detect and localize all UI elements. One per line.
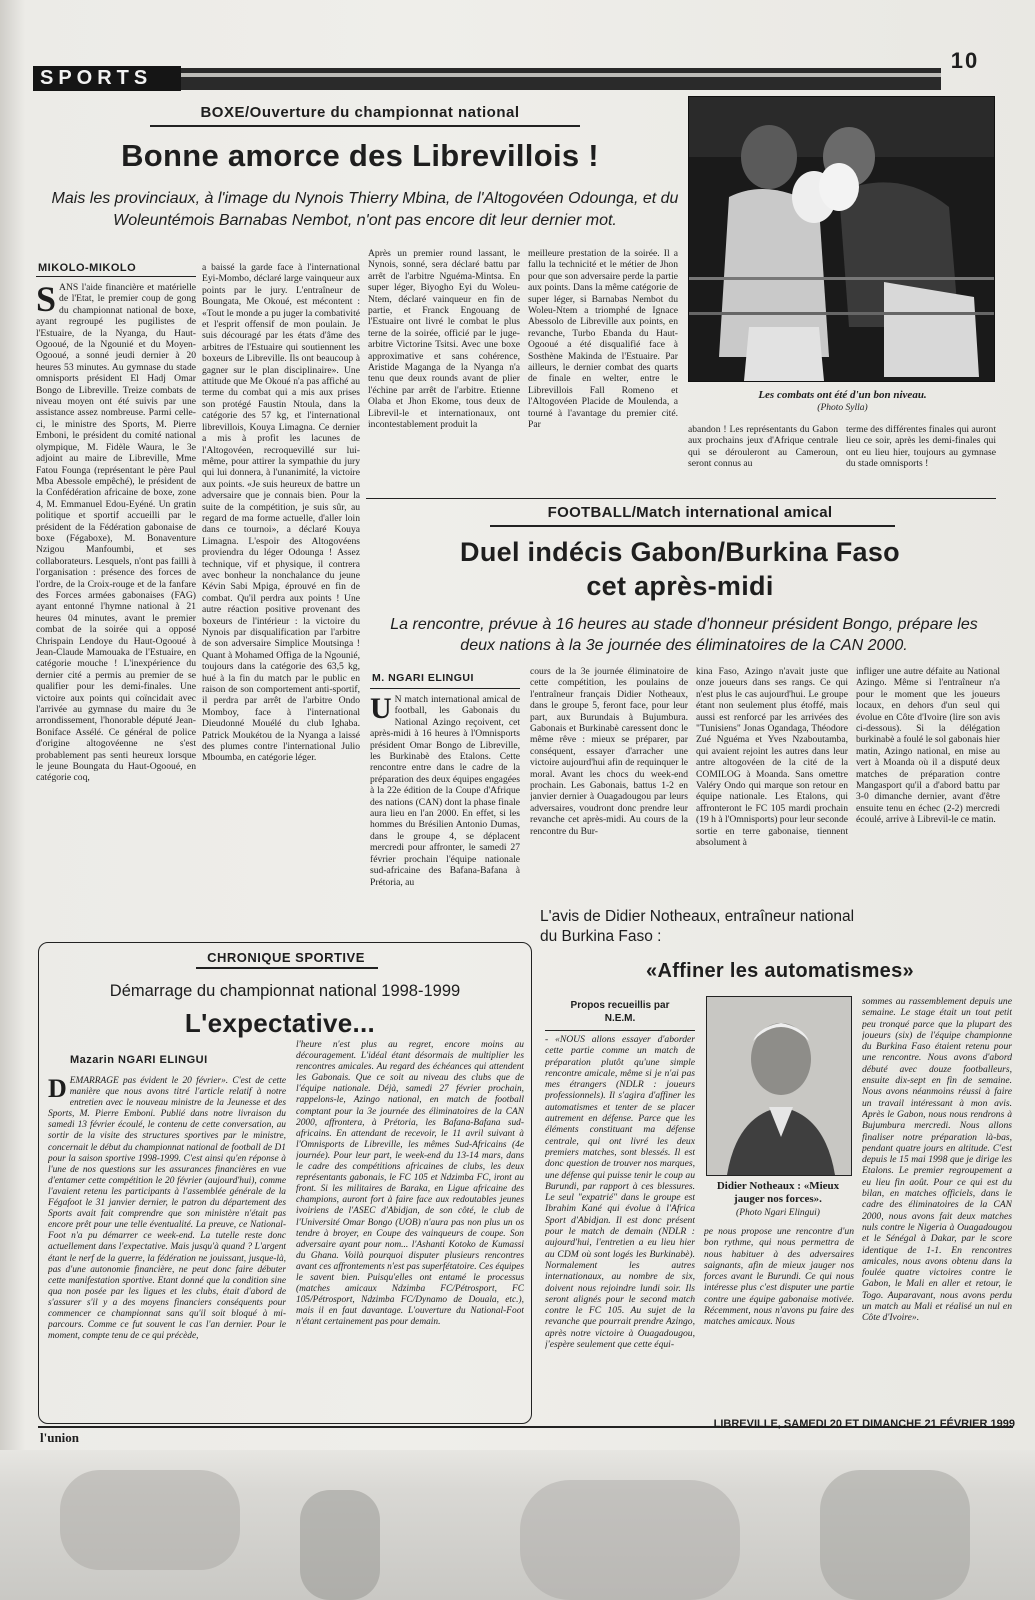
boxe-column-1: SANS l'aide financière et matérielle de l'Etat, le premier coup de gong du championnat national de boxe, ayant regroupé les pugilistes de l'Estuaire, de la Nyanga, du Haut-Ogooué, de la Ngounié et du Moyen-Ogooué, a sonné jeudi dernier à 20 heures 53 minutes. Au gymnase du stade omnisports président El Hadj Omar Bongo de Libreville. Treize combats de niveau moyen ont été suivis par une assistance assez nombreuse. Parmi celle-ci, le ministre des Sports, M. Pierre Emboni, le président du comité national olympique, M. Fidèle Waura, le 3e adjoint au maire de Libreville, Mme Fatou Founga (représentant le père Paul Mba Abessole empêché), le président de la Confédération africaine de boxe, zone 4, M. Emmanuel Edou-Eyéné. Un gratin politique et sportif accueilli par le président de la Fédération gabonaise de boxe (Fégaboxe), M. Bonaventure Nzigou Manfoumbi, et ses collaborateurs. Lesquels, n'ont pas failli à l'organisation : présence des forces de l'ordre, de la Croix-rouge et de la fanfare des Forces armées gabonaises (FAG) ayant entonné l'hymne national à 21 heures 04 minutes, avant le premier combat de la soirée qui a opposé Chrispain Lendoye du Haut-Ogooué à Jean-Claude Mamouaka de l'Estuaire, en catégorie mouche ! L'inexpérience du dernier cité a permis au premier de se qualifier pour les demi-finales. Une victoire aux points qui coïncidait avec l'arrivée au gymnase du maire du 3e arrondissement, l'honorable député Jean-Boniface Assélé. Ce général de police d'origine altogovéenne ne s'est probablement pas senti heureux lorsque le jeune Boungata du Haut-Ogooué, en catégorie coq, [36,282,196,784]
football-kicker: FOOTBALL/Match international amical [547,504,833,521]
section-title: SPORTS [40,67,153,89]
interview-byline-label: Propos recueillis par [570,1000,670,1011]
interview-headline: «Affiner les automatismes» [646,960,914,982]
page-number: 10 [950,48,980,73]
boxe-column-3: Après un premier round lassant, le Nynois, sonné, sera déclaré battu par arrêt de l'arbitre Nguéma-Mintsa. En super léger, Biyogho Eyi du Woleu-Ntem, déclaré vainqueur en fin de partie, et Franck Engouang de l'Estuaire ont livré le combat le plus terne de la soirée, officié par le juge-arbitre Victorine Tsitsi. Avec une boxe approximative et sans cohérence, Aristide Maganga de la Nyanga n'a tenu que deux rounds avant de plier l'échine par arrêt de l'arbitre. Etienne Olaba et Jhon Ekome, tous deux de Librevil-le et internationaux, ont incontestablement produit la [368,248,520,431]
football-byline-rule [370,688,520,689]
chronique-kicker: CHRONIQUE SPORTIVE [207,950,365,965]
boxing-photo-credit: (Photo Sylla) [817,403,868,413]
chronique-kicker-underline [196,967,378,969]
scan-smudge-1 [60,1470,240,1570]
football-column-1: U N match international amical de football, les Gabonais du National Azingo reçoivent, cet après-midi à 16 heures à l'Omnisports président Omar Bongo de Libreville, les Burkinabè des Etalons. Cette rencontre entre dans le cadre de la préparation des deux équipes engagées à la 22e édition de la Coupe d'Afrique des nations (CAN) dont la phase finale aura lieu en l'an 2000. En effet, si les hommes du Brésilien Antonio Dumas, dans le groupe 4, se déplacent mercredi pour affronter, le samedi 27 février prochain l'équipe nationale sud-africaine des Bafana-Bafana à Prétoria, au [370,694,520,888]
football-top-rule [366,498,996,499]
chronique-subhead: Démarrage du championnat national 1998-1999 [109,982,461,1000]
portrait-credit: (Photo Ngari Elingui) [736,1208,820,1218]
interview-byline-rule [545,1030,695,1031]
chronique-byline: Mazarin NGARI ELINGUI [70,1054,208,1066]
boxe-byline: MIKOLO-MIKOLO [38,262,137,274]
scan-smudge-3 [520,1480,740,1600]
boxe-kicker: BOXE/Ouverture du championnat national [200,104,520,121]
boxing-photo-illustration [689,97,994,381]
football-headline-line-2: cet après-midi [586,571,774,601]
footer-paper-name: l'union [40,1430,80,1445]
drop-cap: S [36,282,57,319]
interview-byline-name: N.E.M. [604,1013,636,1024]
drop-cap: U [370,694,392,725]
boxe-column-6: terme des différentes finales qui auront lieu ce soir, après les demi-finales qui ont eu lieu hier, toujours au gymnase du stade omnisports ! [846,424,996,470]
boxe-deck: Mais les provinciaux, à l'image du Nynois Thierry Mbina, de l'Altogovéen Odounga, et du Woleuntémois Barnabas Nembot, n'ont pas encore dit leur dernier mot. [51,190,679,229]
boxe-column-5: abandon ! Les représentants du Gabon aux prochains jeux d'Afrique centrale qui se dérouleront au Cameroun, seront connus au [688,424,838,470]
portrait-illustration [707,997,851,1175]
chronique-column-2: l'heure n'est plus au regret, encore moins au découragement. L'idéal étant désormais de multiplier les rencontres amicales. Au regard des échéances qui attendent les Gabonais. Que ce soit au niveau des clubs que de l'équipe nationale. Déjà, samedi 27 février prochain, rappelons-le, Azingo national, en match de football comptant pour la 3e journée des éliminatoires de la CAN 2000, affrontera, à Prétoria, les Bafana-Bafana sud-africains. En attendant de recevoir, le 11 avril suivant à l'Omnisports de Libreville, les mêmes Sud-Africains (4e journée). Pour leur part, le week-end du 13-14 mars, dans le cadre des compétitions africaines de clubs, les deux représentants gabonais, le FC 105 et Ndzimba FC, iront au front. Si les militaires de Baraka, en Ligue africaine des champions, auront fort à faire face aux redoutables jeunes ivoiriens de l'ASEC d'Abidjan, de son côté, le club de l'Université Omar Bongo (UOB) n'aura pas non plus un os tendre à broyer, en Coupe des vainqueurs de coupe. Son adversaire ayant pour nom... l'Ashanti Kotoko de Kumassi du Ghana. Voilà pourquoi disputer plusieurs rencontres avant ces affrontements n'est pas superfétatoire. Ces équipes le savent bien. Puisqu'elles ont entamé le processus (matches amicaux Ndzimba FC/Pétrosport, FC 105/Pétrosport, Ndzimba FC/Dynamo de Douala, etc.), mais il en faut davantage. L'ouverture du National-Foot n'étant certainement pas pour demain. [296,1040,524,1328]
interview-column-2: pe nous propose une rencontre d'un bon rythme, qui nous permettra de nous habituer à des adversaires saignants, afin de mieux jauger nos forces avant le Burundi. Ce qui nous intéresse plus c'est disputer une partie contre une équipe gabonaise motivée. Récemment, nous n'avons pu faire des matches amicaux. Nous [704,1226,854,1328]
football-column-3: kina Faso, Azingo n'avait juste que onze joueurs dans ses rangs. Ce qui n'est plus le cas aujourd'hui. Le groupe étant non seulement plus étoffé, mais aussi est renforcé par les arrivées des "Tunisiens" Jonas Ogandaga, Théodore Zué Nguéma et Yves Nzaboutamba, qui avaient rejoint les autres dans leur antre altogovéen de la cité de la COMILOG à Moanda. Sans omettre Valéry Ondo qui marque son retour en équipe nationale. Les Etalons, qui affronteront le FC 105 mardi prochain (19 h à l'Omnisports) pour leur seconde sortie en terre gabonaise, tiennent absolument à [696,666,848,849]
football-byline: M. NGARI ELINGUI [372,672,474,684]
byline-rule [36,276,196,277]
masthead-rule [181,68,941,90]
boxe-headline: Bonne amorce des Librevillois ! [121,138,599,173]
boxing-photo [688,96,995,382]
notheaux-portrait [706,996,852,1176]
interview-intro-line-1: L'avis de Didier Notheaux, entraîneur national [540,908,855,925]
interview-column-1: - «NOUS allons essayer d'aborder cette partie comme un match de préparation plutôt qu'une simple rencontre amicale, même si je n'ai pas mes étrangers (NDLR : joueurs professionnels). Il s'agira d'affiner les automatismes et tenter de se placer autrement en défense. Parce que les éléments constituant ma défense centrale, qui ont livré les deux premiers matches, sont blessés. Il est donc question de trouver nos marques, une défense qui puisse tenir le coup au Burundi, par rapport à ces blessures. Le seul "expatrié" dans le groupe est Ibrahim Kané qui évolue à l'Africa Sport d'Abidjan. Il est donc présent pour le match de demain (NDLR : aujourd'hui, l'entretien a eu lieu hier au CDM où sont logés les Burkinabè). Normalement les autres internationaux, au nombre de six, doivent nous rejoindre lundi soir. Ils seront alignés pour le second match contre le FC 105. Au sujet de la revanche que pourrait prendre Azingo, après notre victoire à Ouagadougou, j'espère seulement que cette équi- [545,1034,695,1351]
football-column-2: cours de la 3e journée éliminatoire de cette compétition, les poulains de l'entraîneur français Didier Notheaux, dans le groupe 5, feront face, pour leur part, aux Burundais à Bujumbura. Gabonais et Burkinabè caressent donc le même rêve : mieux se préparer, par conséquent, essayer d'arracher une victoire aujourd'hui afin de requinquer le moral. Avant les chocs du week-end prochain. Les Gabonais, battus 1-2 en janvier dernier à Ouagadougou par leurs adversaires, voudront donc prendre leur revanche cet après-midi. Au cours de la rencontre du Bur- [530,666,688,837]
scan-smudge-4 [820,1470,970,1600]
footer-dateline: LIBREVILLE, SAMEDI 20 ET DIMANCHE 21 FÉVRIER 1999 [713,1418,1015,1430]
scan-smudge-2 [300,1490,380,1600]
boxe-column-2: a baissé la garde face à l'international Eyi-Mombo, déclaré large vainqueur aux points par le jury. L'entraîneur de Boungata, Me Okoué, est mécontent : «Tout le monde a pu juger la combativité et l'esprit offensif de mon poulain. Je suis découragé par les états d'âme des arbitres de l'Estuaire qui soutiennent les boxeurs de Libreville. Ils ont beaucoup à gagner sur le plan disciplinaire». Une attitude que Me Okoué n'a pas affiché au terme du combat qui a mis aux prises son protégé Faustin Ntoula, dans la catégorie des 57 kg, et l'international librevillois, Kouya Limagna. Ce dernier a mis à profit les lacunes de l'Altogovéen, recroquevillé sur lui-même, pour attirer la sympathie du jury qui lui donnera, à l'unanimité, la victoire aux points. «Je suis heureux de battre un adversaire que je connais bien. Pour la suite de la compétition, je suis sûr, au regard de ma forme actuelle, d'aller loin dans ce tournoi», a déclaré Kouya Limagna. L'espoir des Altogovéens proviendra du léger Odounga ! Assez technique, vif et physique, il contrera avec bonheur la nonchalance du jeune Kévin Sabi Mpiga, éprouvé en fin de combat. Qu'il perdra aux points ! Une autre réaction positive provenant des boxeurs de l'intérieur : la victoire du Nynois par disqualification par l'arbitre de son adversaire Simplice Moutsinga ! Quant à Mohamed Offiga de la Ngounié, toujours dans la catégorie des 63,5 kg, hué à la fin du match par le public en raison de son comportement anti-sportif, il perdra par arrêt de l'arbitre Ondo Momboy, face à l'international Dieudonné Mouélé du club Ighaba. Patrick Moukétou de la Nyanga a laissé des plumes contre l'international Julio Mboumba, en catégorie léger. [202,262,360,764]
boxe-column-4: meilleure prestation de la soirée. Il a fallu la technicité et le métier de Jhon pour que son adversaire perde la partie aux points. Dans la même catégorie de super léger, si Barnabas Nembot du Woleu-Ntem a triomphé de Ignace Abessolo de Libreville aux points, en revanche, Turbo Ebanda du Haut-Ogooué a été disqualifié face à Sosthène Makinda de l'Estuaire. Par ailleurs, le dernier combat des quarts de finale en welter, entre le Librevillois Fall Romeno et l'Altogovéen Placide de Moulenda, a tourné à l'avantage du premier cité. Par [528,248,678,431]
chronique-headline: L'expectative... [184,1008,376,1038]
football-headline-line-1: Duel indécis Gabon/Burkina Faso [460,537,900,567]
football-column-4: infliger une autre défaite au National Azingo. Même si l'entraîneur n'a pour le moment que les joueurs locaux, en dehors d'un seul qui évolue en Côte d'Ivoire (lire son avis ci-dessous). Si la délégation burkinabè a foulé le sol gabonais hier matin, Azingo national, en mise au vert à Moanda où il a disputé deux matches de préparation contre Mangasport qu'il a d'abord battu par 3-0 dimanche dernier, avant d'être ensuite tenu en échec (2-2) mercredi écoulé, arrive à Librevil-le ce matin. [856,666,1000,826]
interview-intro-line-2: du Burkina Faso : [540,928,662,945]
boxing-photo-caption: Les combats ont été d'un bon niveau. [758,389,927,401]
chronique-column-1: DEMARRAGE pas évident le 20 février». C'est de cette manière que nous avons titré l'article relatif à notre entretien avec le nouveau ministre de la Jeunesse et des Sports, M. Pierre Emboni. Publié dans notre livraison du samedi 13 février écoulé, le contenu de cette conversation, au sortir de la visite des structures sportives par le ministre, concernait le début du championnat national de football de D1 pour la saison sportive 1998-1999. C'est ainsi qu'en réponse à l'une de nos questions sur les assurances financières en vue d'entamer cette compétition le 20 février (aujourd'hui), comme l'avaient retenu les participants à l'assemblée générale de la Fégafoot le 31 janvier dernier, le patron du département des Sports avait fait comprendre que son ministère n'était pas encore prêt pour une telle éventualité. La preuve, ce National-Foot n'a pu démarrer ce week-end. La tutelle reste donc actuellement dans l'expectative. Mais jusqu'à quand ? L'argent étant le nerf de la guerre, la fédération ne jouissant, jusque-là, pas d'une autonomie financière, ne peut donc faire débuter cette manifestation sportive. Etant donné que la condition sine qua non posée par les ligues et les clubs, était d'abord de s'assurer s'il y a des moyens financiers conséquents pour commencer ce championnat sans qu'il soit bloqué à mi-parcours. Comme ce fut souvent le cas l'an dernier. Pour le moment, compte tenu de ce qui précède, [48,1076,286,1342]
drop-cap: D [48,1076,67,1103]
football-deck: La rencontre, prévue à 16 heures au stade d'honneur président Bongo, prépare les deux nations à la 3e journée des éliminatoires de la CAN 2000. [390,616,978,654]
football-kicker-underline [490,525,895,527]
interview-column-3: sommes au rassemblement depuis une semaine. Le stage était un tout petit peu tronqué parce que la plupart des joueurs (six) de l'équipe championne du Burkina Faso étaient retenu pour une rencontre. Nous avons d'abord débuté avec douze footballeurs, ensuite dix-sept en fin de semaine. Nous avons néanmoins réussi à faire un travail intéressant à mon avis. Après le Gabon, nous nous rendrons à Bujumbura mercredi. Nous allons finaliser notre préparation là-bas, pendant quatre jours en altitude. C'est depuis le 15 mai 1998 que je dirige les Etalons. Le premier regroupement a eu lieu fin août. Pour ce qui est du bilan, en matches officiels, dans le cadre des éliminatoires de la CAN 2000, nous avons fait deux matches nuls contre le Nigeria à Ouagadougou et le Sénégal à Dakar, par le score identique de 1-1. En rencontres amicales, nous avons obtenu dans la foulée quatre victoires contre le Gabon, le Mali en aller et retour, le Togo. Auparavant, nous avons perdu un match au Mali et réalisé un nul en Côte d'Ivoire». [862,996,1012,1324]
kicker-underline [150,125,580,127]
masthead-rule-light [181,73,941,77]
portrait-caption: Didier Notheaux : «Mieux jauger nos forces». [716,1180,840,1205]
